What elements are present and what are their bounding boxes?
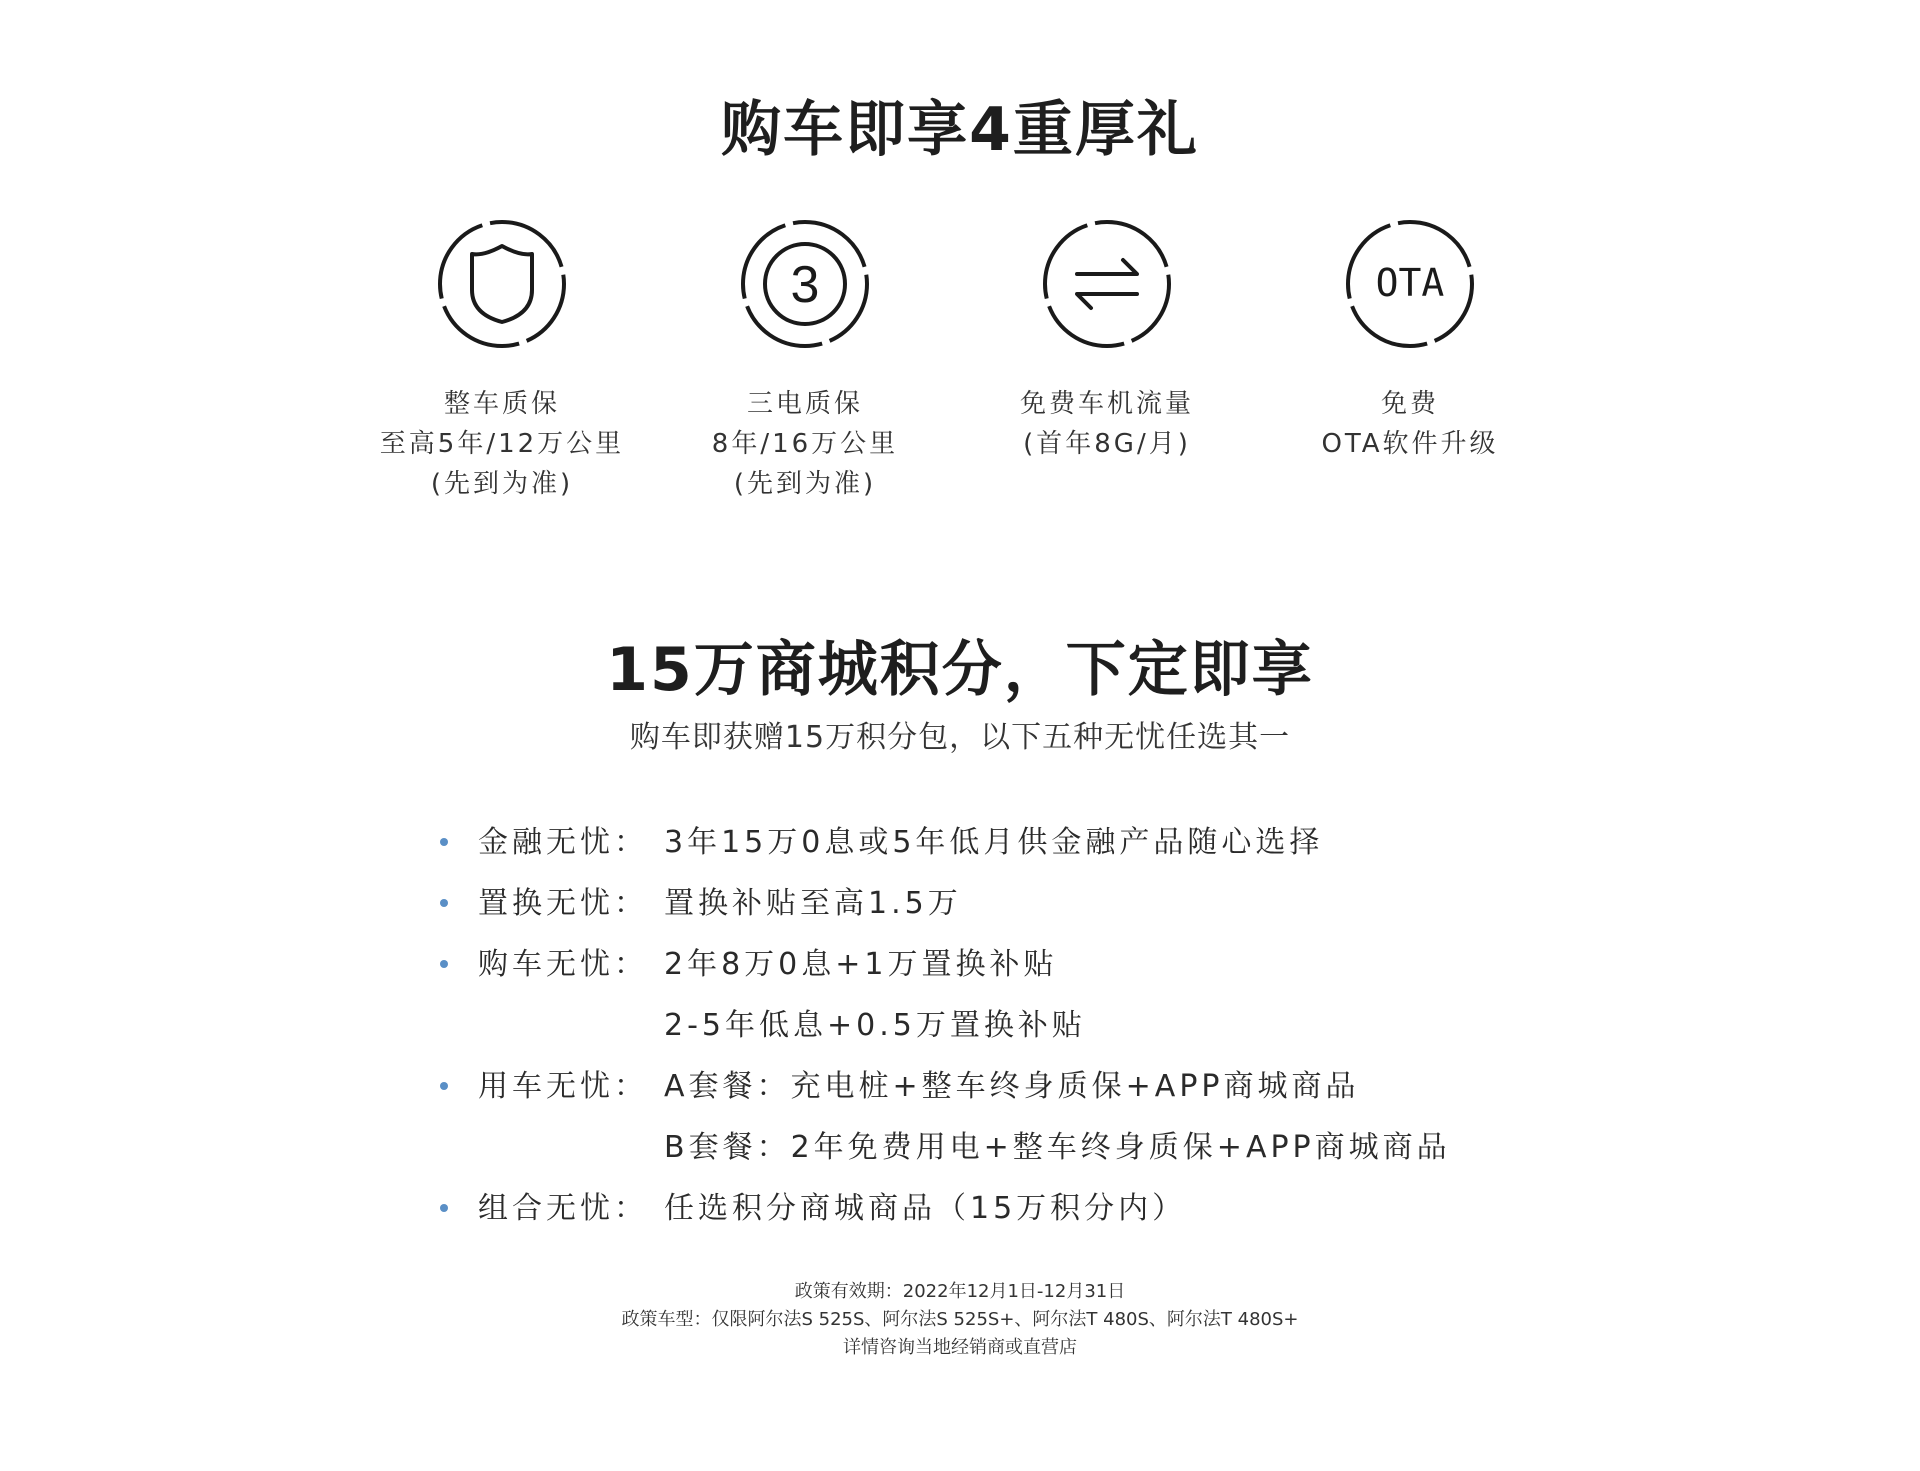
benefit-line: (先到为准) (430, 469, 574, 499)
page-title: 购车即享4重厚礼 (721, 95, 1199, 165)
list-item (440, 873, 1640, 934)
benefit-vehicle-warranty (332, 384, 672, 504)
item-label: 用车无忧： (478, 1069, 644, 1104)
policy-contact: 详情咨询当地经销商或直营店 (843, 1337, 1077, 1358)
shield-icon (436, 218, 568, 350)
benefit-battery-warranty (635, 384, 975, 504)
benefit-line: 8年/16万公里 (711, 429, 899, 459)
exchange-arrows-icon (1041, 218, 1173, 350)
benefit-line: OTA软件升级 (1321, 429, 1499, 459)
ota-icon (1344, 218, 1476, 350)
item-value: A套餐：充电桩+整车终身质保+APP商城商品 (664, 1069, 1360, 1104)
svg-text:3: 3 (790, 256, 820, 314)
item-value: B套餐：2年免费用电+整车终身质保+APP商城商品 (664, 1130, 1451, 1165)
list-item-continuation (440, 1117, 1640, 1178)
policy-footer (0, 1278, 1920, 1362)
benefit-line: 至高5年/12万公里 (379, 429, 625, 459)
svg-text:OTA: OTA (1375, 261, 1445, 305)
number-3-icon (739, 218, 871, 350)
benefit-line: (首年8G/月) (1023, 429, 1191, 459)
item-label: 置换无忧： (478, 886, 644, 921)
benefit-line: 免费车机流量 (1019, 389, 1194, 419)
benefit-line: 整车质保 (443, 389, 560, 419)
benefit-line: (先到为准) (733, 469, 877, 499)
list-item (440, 1178, 1640, 1239)
bullet-dot (440, 899, 448, 907)
bullet-dot (440, 838, 448, 846)
item-label: 组合无忧： (478, 1191, 644, 1226)
list-item-continuation (440, 995, 1640, 1056)
benefit-free-data (937, 384, 1277, 464)
bullet-dot (440, 1082, 448, 1090)
policy-models: 政策车型：仅限阿尔法S 525S、阿尔法S 525S+、阿尔法T 480S、阿尔法T 480S+ (621, 1309, 1299, 1330)
policy-period: 政策有效期：2022年12月1日-12月31日 (794, 1281, 1126, 1302)
item-value: 2-5年低息+0.5万置换补贴 (664, 1008, 1086, 1043)
bullet-dot (440, 960, 448, 968)
item-value: 置换补贴至高1.5万 (664, 886, 962, 921)
options-list (440, 812, 1640, 1239)
item-label: 购车无忧： (478, 947, 644, 982)
benefit-line: 三电质保 (746, 389, 863, 419)
benefit-line: 免费 (1380, 389, 1439, 419)
points-title: 15万商城积分，下定即享 (606, 635, 1314, 705)
item-value: 3年15万0息或5年低月供金融产品随心选择 (664, 825, 1324, 860)
benefit-ota (1240, 384, 1580, 464)
list-item (440, 1056, 1640, 1117)
list-item (440, 812, 1640, 873)
item-value: 2年8万0息+1万置换补贴 (664, 947, 1058, 982)
item-value: 任选积分商城商品（15万积分内） (664, 1191, 1187, 1226)
points-subtitle: 购车即获赠15万积分包，以下五种无忧任选其一 (629, 720, 1291, 755)
list-item (440, 934, 1640, 995)
bullet-dot (440, 1204, 448, 1212)
item-label: 金融无忧： (478, 825, 644, 860)
